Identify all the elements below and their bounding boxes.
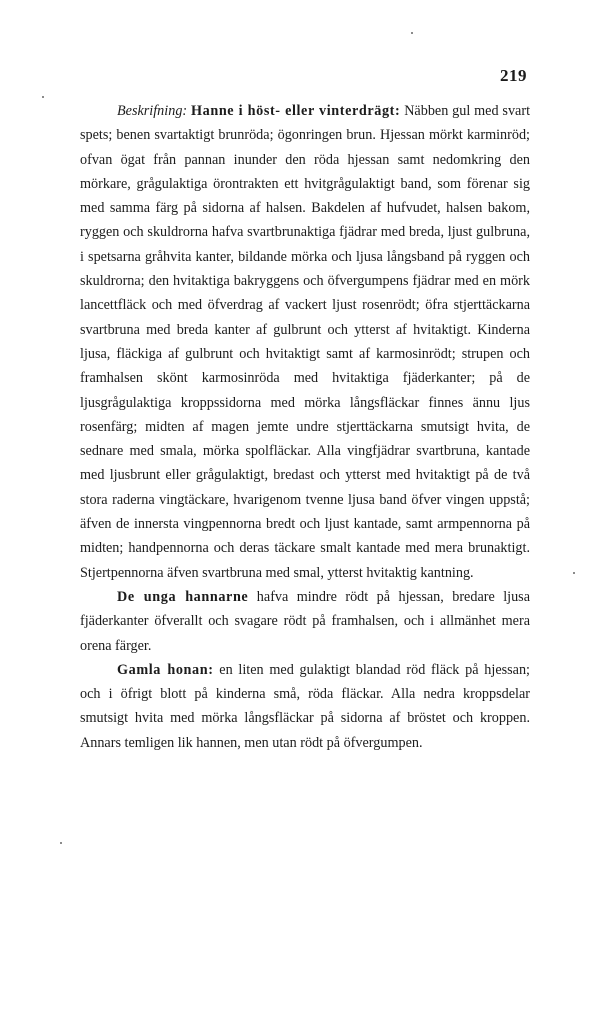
page-number: 219	[500, 66, 527, 85]
body-text	[80, 99, 530, 755]
old-female-text: en liten med gulaktigt blandad röd fläck på hjessan; och i öfrigt blott på kinderna små, röda fläckar. Alla nedra kroppsdelar smutsigt hvita med mörka långsfläckar på sidorna af bröstet och kroppen. Annars temligen lik hannen, men utan rödt på öfvergumpen.	[80, 661, 530, 751]
paragraph-male-description	[80, 99, 530, 585]
paragraph-old-female	[80, 658, 530, 755]
paper-speck	[411, 32, 413, 34]
paper-speck	[573, 572, 575, 574]
young-males-text: hafva mindre rödt på hjessan, bredare ljusa fjäderkanter öfverallt och svagare rödt på framhalsen, och i allmänhet mera orena färger.	[80, 588, 531, 654]
paragraph-young-males	[80, 585, 530, 658]
paper-speck	[60, 842, 62, 844]
male-plumage-heading: Hanne i höst- eller vinterdrägt:	[191, 103, 401, 119]
paper-speck	[42, 96, 44, 98]
old-female-heading: Gamla honan:	[117, 661, 214, 678]
young-males-heading: De unga hannarne	[117, 588, 249, 605]
male-plumage-text: Näbben gul med svart spets; benen svartaktigt brunröda; ögonringen brun. Hjessan mörkt karminröd; ofvan ögat från pannan inunder den röda hjessan samt nedomkring den mörkare, grågulaktiga örontrakten ett hvitgrågulaktigt band, som förenar sig med samma färg på sidorna af halsen. Bakdelen af hufvudet, halsen bakom, ryggen och skuldrorna hafva svartbrunaktiga fjädrar med breda, ljust gulbruna, i spetsarna gråhvita kanter, bildande mörka och ljusa långsband på ryggen och skuldrorna; den hvitaktiga bakryggens och öfvergumpens fjädrar med en mörk lancettfläck och med öfverdrag af vackert ljust rosenrödt; öfra stjerttäckarna svartbruna med breda kanter af gulbrunt och ytterst af hvitaktigt. Kinderna ljusa, fläckiga af gulbrunt och hvitaktigt samt af karmosinrödt; strupen och framhalsen skönt karmosinröda med hvitaktiga fjäderkanter; på de ljusgrågulaktiga kroppssidorna med mörka långsfläckar finnes ännu ljus rosenfärg; midten af magen jemte undre stjerttäckarna smutsigt hvita, de sednare med smala, mörka spolfläckar. Alla vingfjädrar svartbruna, kantade med ljusbrunt eller grågulaktigt, bredast och ytterst med hvitaktigt på de två stora raderna vingtäckare, hvarigenom tvenne ljusa band öfver vingen uppstå; äfven de innersta vingpennorna bredt och ljust kantade, samt armpennorna på midten; handpennorna och deras täckare smalt kantade med mera brunaktigt. Stjertpennorna äfven svartbruna med smal, ytterst hvitaktig kantning.	[80, 103, 531, 581]
description-label: Beskrifning:	[117, 103, 188, 119]
